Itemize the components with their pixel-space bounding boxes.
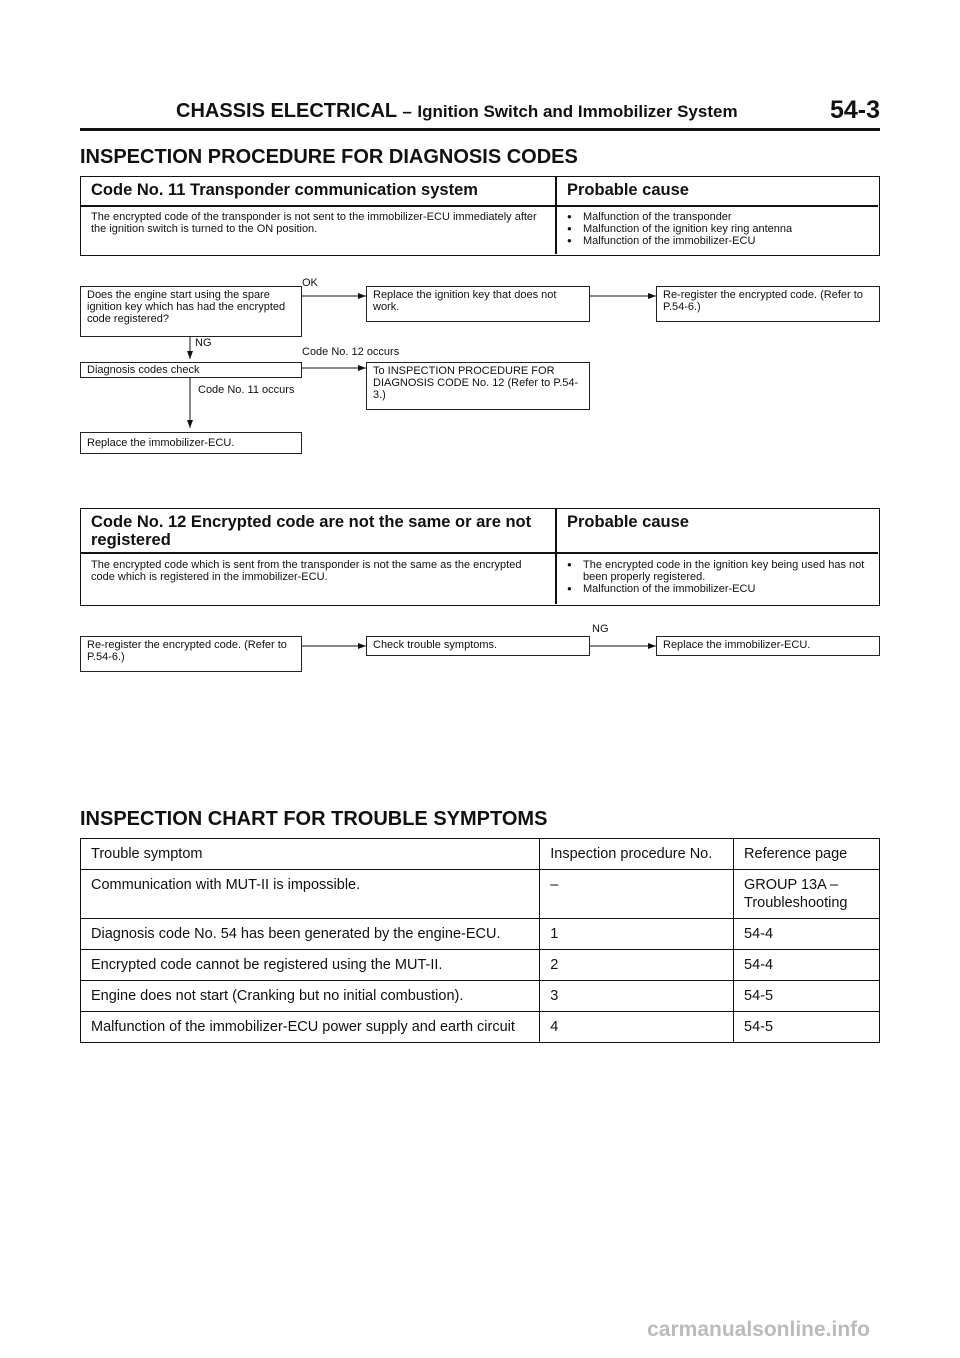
subsection-name: Ignition Switch and Immobilizer System (417, 102, 738, 121)
code12-causes (557, 555, 879, 599)
symptom-cell: Engine does not start (Cranking but no initial combustion). (81, 981, 540, 1012)
procedure-cell: 4 (540, 1012, 734, 1043)
ng-label: NG (195, 337, 212, 349)
table-header-row (81, 839, 880, 870)
check-symptoms-box: Check trouble symptoms. (366, 636, 590, 656)
question-engine-start-box: Does the engine start using the spare ignition key which has had the encrypted code registered? (80, 286, 302, 337)
symptom-cell: Malfunction of the immobilizer-ECU power supply and earth circuit (81, 1012, 540, 1043)
table-row (81, 1012, 880, 1043)
procedure-cell: – (540, 870, 734, 919)
inspection-procedure-title: INSPECTION PROCEDURE FOR DIAGNOSIS CODES (80, 146, 578, 168)
procedure-cell: 2 (540, 950, 734, 981)
replace-ecu-box: Replace the immobilizer-ECU. (80, 432, 302, 454)
trouble-symptom-table (80, 838, 880, 1043)
page-number: 54-3 (829, 96, 880, 124)
page-cell: 54-5 (734, 1012, 880, 1043)
table-row (81, 981, 880, 1012)
cause-item: ● Malfunction of the ignition key ring antenna (567, 223, 869, 235)
code12-ng-label: NG (592, 623, 609, 635)
code11-description: The encrypted code of the transponder is not sent to the immobilizer-ECU immediately after the ignition switch is turned to the ON position. (91, 211, 537, 235)
code11-heading: Code No. 11 Transponder communication system (91, 181, 478, 199)
page-cell: 54-4 (734, 919, 880, 950)
page-cell: GROUP 13A – Troubleshooting (734, 870, 880, 919)
code12-reregister-box: Re-register the encrypted code. (Refer to P.54-6.) (80, 636, 302, 672)
symptom-cell: Diagnosis code No. 54 has been generated by the engine-ECU. (81, 919, 540, 950)
code11-cause-heading: Probable cause (567, 181, 689, 199)
code12-cause-heading: Probable cause (567, 513, 689, 531)
procedure-cell: 1 (540, 919, 734, 950)
code12-divider (81, 552, 878, 554)
cause-item: ● Malfunction of the immobilizer-ECU (567, 583, 869, 595)
diagnosis-check-box: Diagnosis codes check (80, 362, 302, 378)
table-row (81, 870, 880, 919)
page-cell: 54-5 (734, 981, 880, 1012)
code12-occurs-label: Code No. 12 occurs (302, 346, 400, 358)
watermark: carmanualsonline.info (647, 1318, 870, 1341)
code12-table (80, 508, 880, 606)
code12-heading: Code No. 12 Encrypted code are not the same or are not registered (91, 513, 532, 549)
cause-item: ● The encrypted code in the ignition key being used has not been properly registered. (567, 559, 869, 583)
replace-key-box: Replace the ignition key that does not work. (366, 286, 590, 322)
symptom-cell: Encrypted code cannot be registered using the MUT-II. (81, 950, 540, 981)
table-row (81, 919, 880, 950)
code12-replace-ecu-box: Replace the immobilizer-ECU. (656, 636, 880, 656)
header-reference-page: Reference page (734, 839, 880, 870)
procedure-cell: 3 (540, 981, 734, 1012)
table-row (81, 950, 880, 981)
reregister-box: Re-register the encrypted code. (Refer to P.54-6.) (656, 286, 880, 322)
header-trouble-symptom: Trouble symptom (81, 839, 540, 870)
code12-description: The encrypted code which is sent from the transponder is not the same as the encrypted code which is registered in the immobilizer-ECU. (91, 559, 522, 583)
to-procedure-box: To INSPECTION PROCEDURE FOR DIAGNOSIS CODE No. 12 (Refer to P.54-3.) (366, 362, 590, 410)
inspection-chart-title: INSPECTION CHART FOR TROUBLE SYMPTOMS (80, 808, 548, 830)
cause-item: ● Malfunction of the immobilizer-ECU (567, 235, 869, 247)
symptom-cell: Communication with MUT-II is impossible. (81, 870, 540, 919)
section-name: CHASSIS ELECTRICAL (176, 100, 397, 122)
code11-occurs-label: Code No. 11 occurs (198, 384, 295, 396)
cause-item: ● Malfunction of the transponder (567, 211, 869, 223)
ok-label: OK (302, 277, 318, 289)
header-dash: – (402, 102, 412, 121)
header-procedure-no: Inspection procedure No. (540, 839, 734, 870)
page-cell: 54-4 (734, 950, 880, 981)
